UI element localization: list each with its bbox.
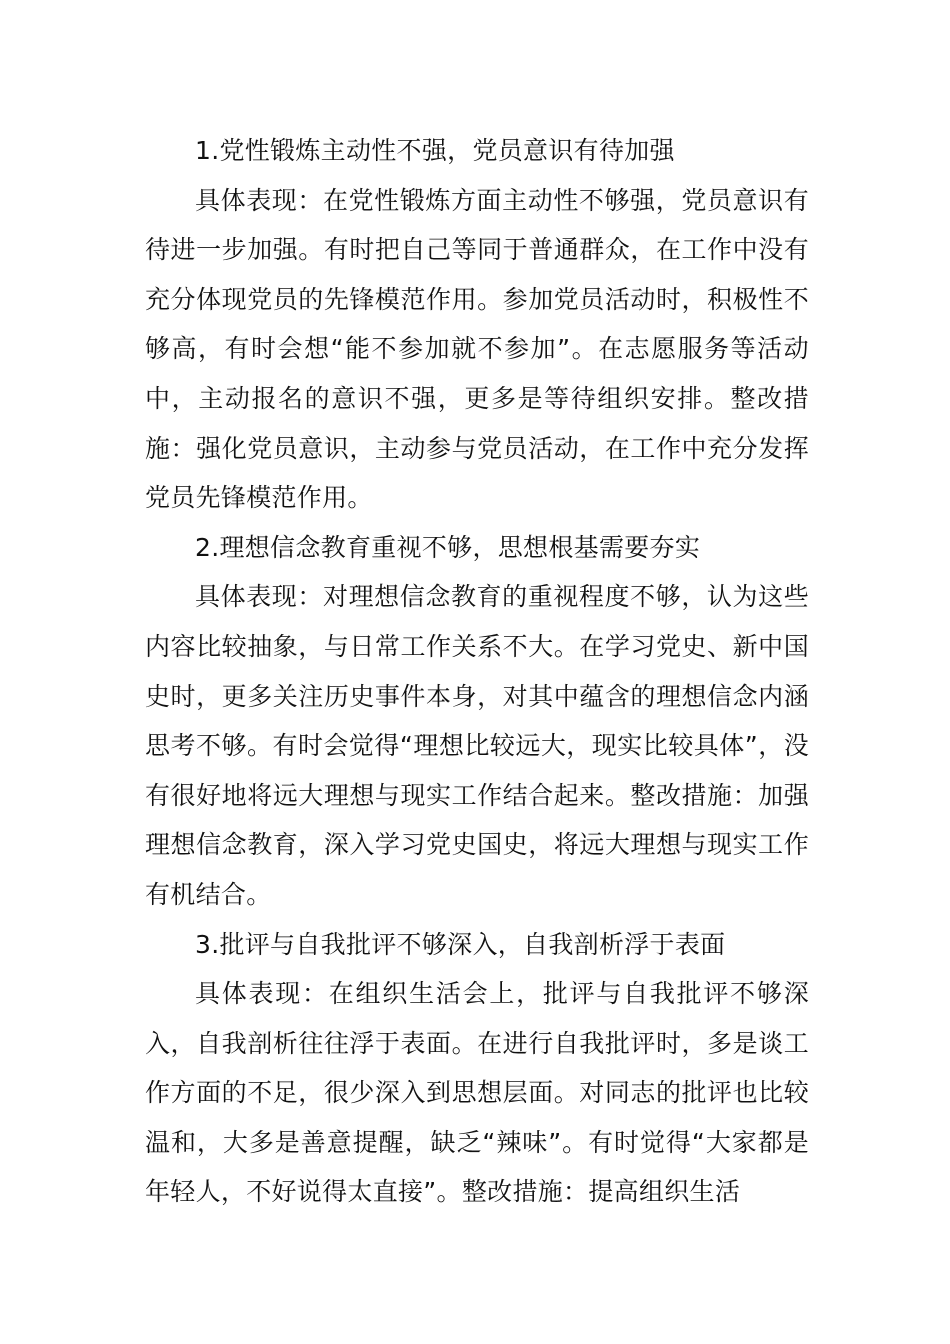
section-1-heading: 1.党性锻炼主动性不强，党员意识有待加强 bbox=[195, 136, 675, 165]
section-3-heading: 3.批评与自我批评不够深入，自我剖析浮于表面 bbox=[195, 929, 726, 959]
section-2-heading: 2.理想信念教育重视不够，思想根基需要夯实 bbox=[195, 532, 701, 562]
section-1-body: 具体表现：在党性锻炼方面主动性不够强，党员意识有待进一步加强。有时把自己等同于普通群众，在工作中没有充分体现党员的先锋模范作用。参加党员活动时，积极性不够高，有时会想“能不参加就不参加”。在志愿服务等活动中，主动报名的意识不强，更多是等待组织安排。整改措施：强化党员意识，主动参与党员活动，在工作中充分发挥党员先锋模范作用。 bbox=[145, 185, 809, 513]
section-3-body: 具体表现：在组织生活会上，批评与自我批评不够深入，自我剖析往往浮于表面。在进行自我批评时，多是谈工作方面的不足，很少深入到思想层面。对同志的批评也比较温和，大多是善意提醒，缺乏“辣味”。有时觉得“大家都是年轻人，不好说得太直接”。整改措施：提高组织生活 bbox=[145, 979, 809, 1207]
document-body bbox=[145, 126, 809, 1217]
section-2-body: 具体表现：对理想信念教育的重视程度不够，认为这些内容比较抽象，与日常工作关系不大。在学习党史、新中国史时，更多关注历史事件本身，对其中蕴含的理想信念内涵思考不够。有时会觉得“理想比较远大，现实比较具体”，没有很好地将远大理想与现实工作结合起来。整改措施：加强理想信念教育，深入学习党史国史，将远大理想与现实工作有机结合。 bbox=[145, 582, 809, 909]
